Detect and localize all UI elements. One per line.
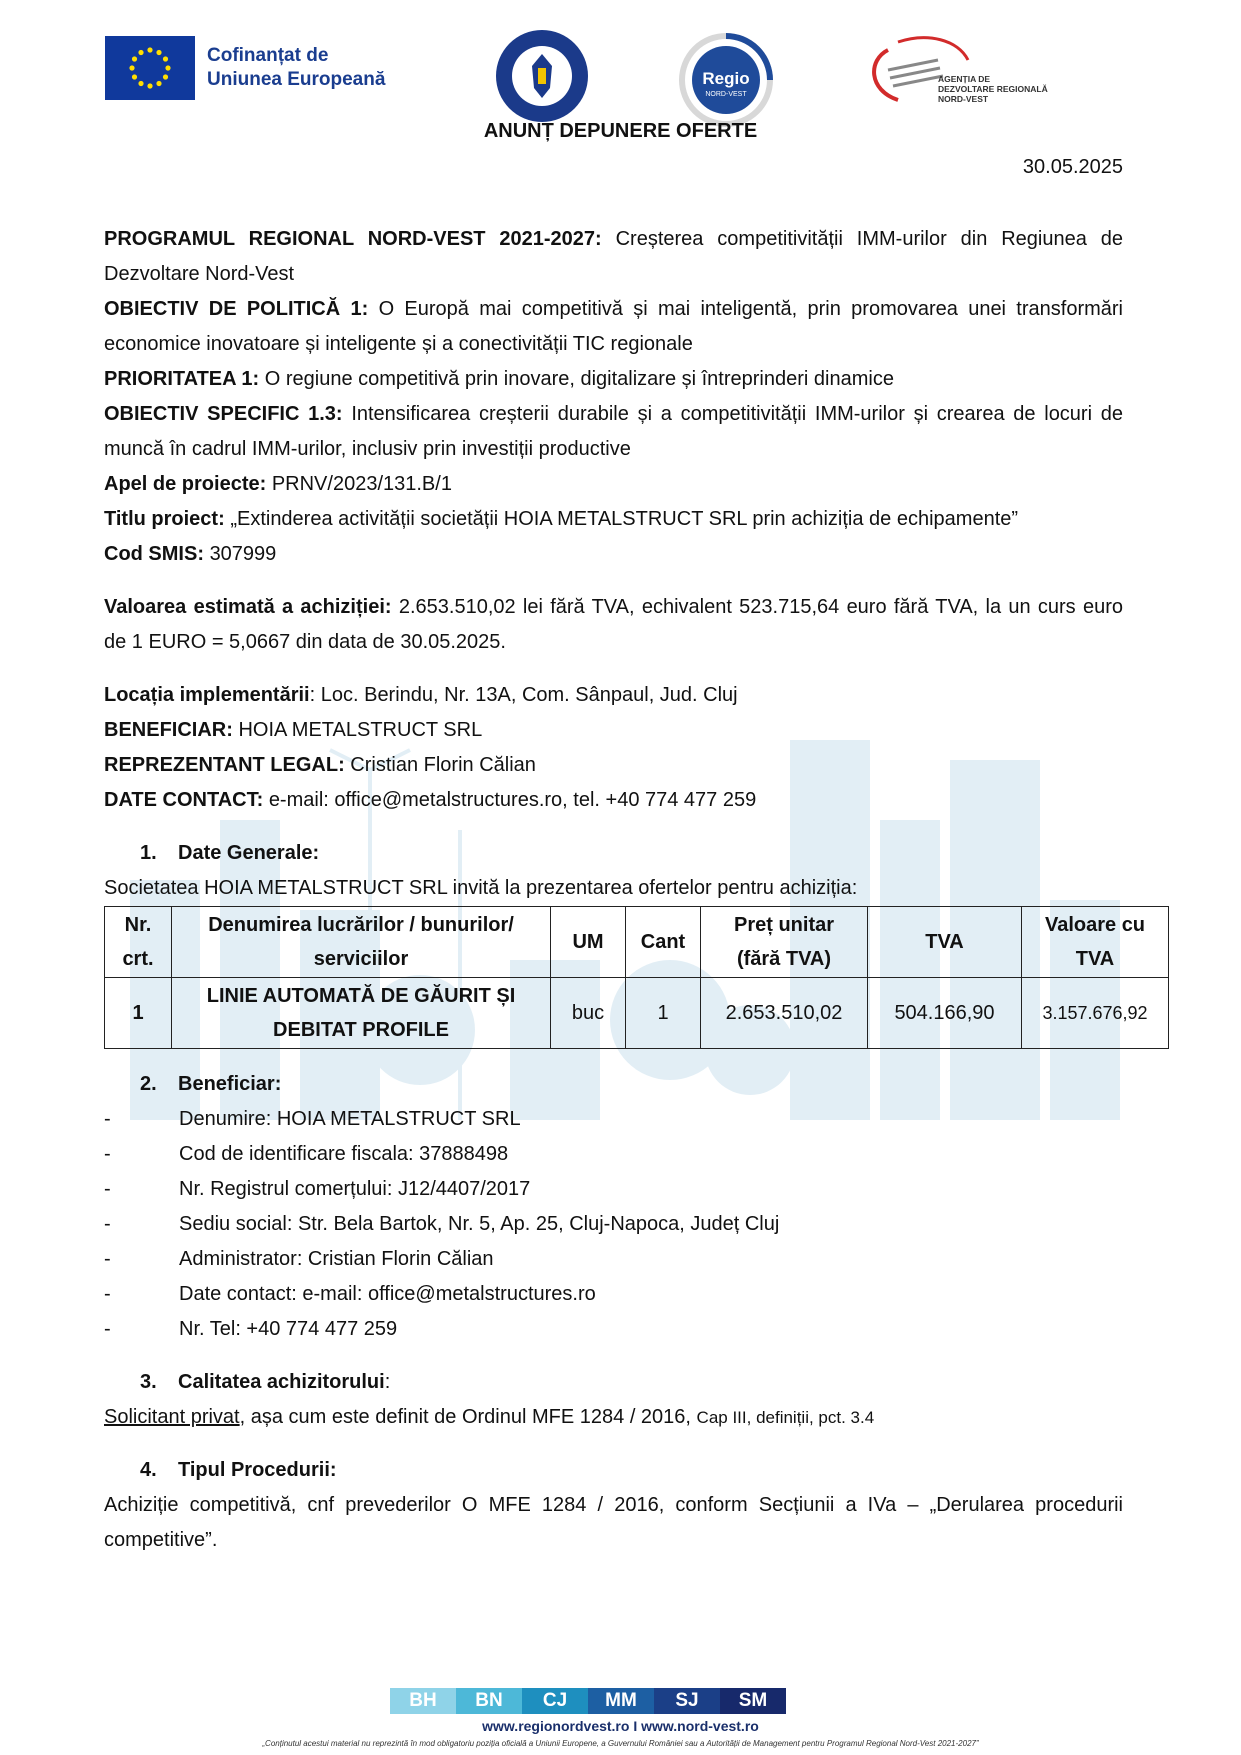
call-text: PRNV/2023/131.B/1 <box>271 473 452 495</box>
col-tva: TVA <box>868 907 1022 978</box>
estimated-value-label: Valoarea estimată a achiziției: <box>104 596 392 618</box>
section3-body: , așa cum este definit de Ordinul MFE 1284 / 2016, <box>239 1406 697 1428</box>
specific-objective-paragraph <box>104 397 1123 467</box>
beneficiary-details-list <box>104 1102 1123 1347</box>
beneficiary-line <box>104 713 1123 748</box>
section2-heading <box>104 1067 1123 1102</box>
county-bar <box>390 1688 786 1714</box>
list-item: - Sediu social: Str. Bela Bartok, Nr. 5, Ap. 25, Cluj-Napoca, Județ Cluj <box>104 1207 1123 1242</box>
regio-logo-text: Regio <box>702 69 750 88</box>
section4-number: 4. <box>140 1459 157 1481</box>
call-label: Apel de proiecte: <box>104 473 267 495</box>
adr-logo-line3: NORD-VEST <box>938 94 989 104</box>
county-cj: CJ <box>522 1688 588 1714</box>
county-sm: SM <box>720 1688 786 1714</box>
legal-rep-line <box>104 748 1123 783</box>
project-title-text: „Extinderea activității societății HOIA METALSTRUCT SRL prin achiziția de echipamente” <box>230 508 1019 530</box>
cell-name-line1: LINIE AUTOMATĂ DE GĂURIT ȘI <box>206 985 516 1007</box>
legal-rep-label: REPREZENTANT LEGAL: <box>104 754 345 776</box>
estimated-value-paragraph <box>104 590 1123 660</box>
eu-cofinancing-logo <box>105 36 385 100</box>
objective-paragraph <box>104 292 1123 362</box>
section2-title: Beneficiar: <box>178 1073 282 1095</box>
location-label: Locația implementării <box>104 684 310 706</box>
smis-text: 307999 <box>209 543 277 565</box>
specific-objective-text: Intensificarea creșterii durabile și a competitivității IMM-urilor și crearea de locuri de muncă în cadrul IMM-urilor, inclusiv prin investiții productive <box>104 403 1123 460</box>
col-price-line1: Preț unitar <box>733 914 835 936</box>
section3-number: 3. <box>140 1371 157 1393</box>
beneficiary-text: HOIA METALSTRUCT SRL <box>238 719 483 741</box>
eu-flag-icon <box>105 36 195 100</box>
program-label: PROGRAMUL REGIONAL NORD-VEST 2021-2027: <box>104 228 602 250</box>
eu-logo-line1: Cofinanțat de <box>207 45 329 66</box>
col-nr <box>105 907 172 978</box>
document-date: 30.05.2025 <box>1022 156 1123 178</box>
smis-label: Cod SMIS: <box>104 543 204 565</box>
table-row <box>105 978 1169 1049</box>
location-text: : Loc. Berindu, Nr. 13A, Com. Sânpaul, Jud. Cluj <box>309 684 738 706</box>
table-header-row <box>105 907 1169 978</box>
estimated-value-text: 2.653.510,02 lei fără TVA, echivalent 523.715,64 euro fără TVA, la un curs euro de 1 EURO = 5,0667 din data de 30.05.2025. <box>104 596 1123 653</box>
section3-colon: : <box>384 1371 391 1393</box>
footer-websites: www.regionordvest.ro I www.nord-vest.ro <box>482 1718 759 1734</box>
section3-small: Cap III, definiții, pct. 3.4 <box>696 1408 875 1427</box>
section1-title: Date Generale: <box>178 842 320 864</box>
section3-heading <box>104 1365 1123 1400</box>
project-title-line <box>104 502 1123 537</box>
cell-total: 3.157.676,92 <box>1022 978 1169 1049</box>
section1-heading <box>104 836 1123 871</box>
adr-logo-line1: AGENȚIA DE <box>938 74 991 84</box>
list-item: - Nr. Registrul comerțului: J12/4407/2017 <box>104 1172 1123 1207</box>
col-nr-line1: Nr. <box>124 914 152 936</box>
col-cant: Cant <box>626 907 701 978</box>
legal-rep-text: Cristian Florin Călian <box>350 754 536 776</box>
objective-text: O Europă mai competitivă și mai inteligentă, prin promovarea unei transformări economice inovatoare și inteligente și a conectivității TIC regionale <box>104 298 1123 355</box>
priority-text: O regiune competitivă prin inovare, digitalizare și întreprinderi dinamice <box>264 368 894 390</box>
call-line <box>104 467 1123 502</box>
contact-line <box>104 783 1123 818</box>
footer-disclaimer: „Conținutul acestui material nu reprezintă în mod obligatoriu poziția oficială a Uniunii Europene, a Guvernului României sau a Autorității de Management pentru Programul Regional Nord-Vest 2021-2027” <box>262 1739 979 1748</box>
regio-logo-sub: NORD-VEST <box>705 91 747 98</box>
col-name-line1: Denumirea lucrărilor / bunurilor/ <box>208 914 514 936</box>
beneficiary-label: BENEFICIAR: <box>104 719 233 741</box>
location-line <box>104 678 1123 713</box>
section4-title: Tipul Procedurii: <box>178 1459 337 1481</box>
section3-underlined: Solicitant privat <box>104 1406 240 1428</box>
col-name-line2: serviciilor <box>313 948 409 970</box>
col-price-line2: (fără TVA) <box>736 948 832 970</box>
list-item: - Administrator: Cristian Florin Călian <box>104 1242 1123 1277</box>
contact-text: e-mail: office@metalstructures.ro, tel. +40 774 477 259 <box>268 789 757 811</box>
cell-tva: 504.166,90 <box>868 978 1022 1049</box>
list-item: - Cod de identificare fiscala: 37888498 <box>104 1137 1123 1172</box>
section2-number: 2. <box>140 1073 157 1095</box>
section4-heading <box>104 1453 1123 1488</box>
regio-logo <box>678 32 774 128</box>
romanian-government-seal-icon <box>494 28 590 124</box>
section3-text <box>104 1400 1123 1435</box>
col-um: UM <box>551 907 626 978</box>
program-text: Creșterea competitivității IMM-urilor din Regiunea de Dezvoltare Nord-Vest <box>104 228 1123 285</box>
project-title-label: Titlu proiect: <box>104 508 225 530</box>
cell-um: buc <box>551 978 626 1049</box>
section1-number: 1. <box>140 842 157 864</box>
section4-text: Achiziție competitivă, cnf prevederilor O MFE 1284 / 2016, conform Secțiunii a IVa – „Derularea procedurii competitive”. <box>104 1494 1123 1551</box>
col-total: Valoare cu TVA <box>1022 907 1169 978</box>
col-price <box>701 907 868 978</box>
cell-nr: 1 <box>105 978 172 1049</box>
col-name <box>172 907 551 978</box>
county-bn: BN <box>456 1688 522 1714</box>
priority-paragraph <box>104 362 1123 397</box>
smis-line <box>104 537 1123 572</box>
county-sj: SJ <box>654 1688 720 1714</box>
cell-name <box>172 978 551 1049</box>
col-nr-line2: crt. <box>122 948 154 970</box>
eu-logo-line2: Uniunea Europeană <box>207 69 386 90</box>
specific-objective-label: OBIECTIV SPECIFIC 1.3: <box>104 403 343 425</box>
adr-logo-line2: DEZVOLTARE REGIONALĂ <box>938 84 1048 94</box>
objective-label: OBIECTIV DE POLITICĂ 1: <box>104 298 369 320</box>
document-body <box>104 222 1148 1558</box>
contact-label: DATE CONTACT: <box>104 789 264 811</box>
cell-cant: 1 <box>626 978 701 1049</box>
list-item: - Denumire: HOIA METALSTRUCT SRL <box>104 1102 1123 1137</box>
priority-label: PRIORITATEA 1: <box>104 368 260 390</box>
county-mm: MM <box>588 1688 654 1714</box>
cell-price: 2.653.510,02 <box>701 978 868 1049</box>
cell-name-line2: DEBITAT PROFILE <box>273 1019 449 1041</box>
offer-table <box>104 906 1169 1049</box>
county-bh: BH <box>390 1688 456 1714</box>
list-item: - Nr. Tel: +40 774 477 259 <box>104 1312 1123 1347</box>
section3-title: Calitatea achizitorului <box>178 1371 385 1393</box>
document-title: ANUNȚ DEPUNERE OFERTE <box>483 120 758 142</box>
list-item: - Date contact: e-mail: office@metalstructures.ro <box>104 1277 1123 1312</box>
section1-intro: Societatea HOIA METALSTRUCT SRL invită la prezentarea ofertelor pentru achiziția: <box>104 877 858 899</box>
program-paragraph <box>104 222 1123 292</box>
adr-logo-text <box>938 74 1048 104</box>
